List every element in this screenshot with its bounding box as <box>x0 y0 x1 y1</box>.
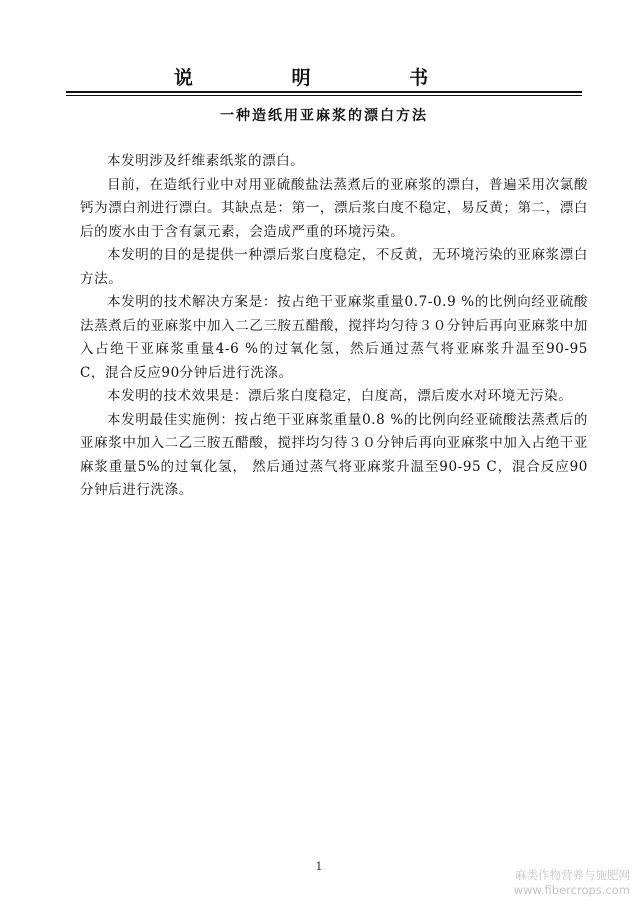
document-body <box>80 150 588 503</box>
site-watermark <box>514 868 630 898</box>
document-title: 一种造纸用亚麻浆的漂白方法 <box>220 108 428 124</box>
header-rule-thin <box>66 95 582 96</box>
paragraph: 目前，在造纸行业中对用亚硫酸盐法蒸煮后的亚麻浆的漂白，普遍采用次氯酸钙为漂白剂进行漂白。其缺点是：第一，漂后浆白度不稳定，易反黄；第二，漂白后的废水由于含有氯元素，会造成严重的环境污染。 <box>80 176 588 240</box>
page-header-title: 说 明 书 <box>173 67 475 89</box>
page-number: 1 <box>315 860 323 873</box>
paragraph: 本发明最佳实施例：按占绝干亚麻浆重量0.8 %的比例向经亚硫酸法蒸煮后的亚麻浆中加入二乙三胺五醋酸，搅拌均匀待３０分钟后再向亚麻浆中加入占绝干亚麻浆重量5%的过氧化氢， 然后通过蒸气将亚麻浆升温至90-95 C，混合反应90分钟后进行洗涤。 <box>80 411 588 498</box>
paragraph: 本发明的目的是提供一种漂后浆白度稳定，不反黄，无环境污染的亚麻浆漂白方法。 <box>80 247 588 287</box>
header-rule-thick <box>66 91 582 93</box>
paragraph: 本发明的技术解决方案是：按占绝干亚麻浆重量0.7-0.9 %的比例向经亚硫酸法蒸煮后的亚麻浆中加入二乙三胺五醋酸，搅拌均匀待３０分钟后再向亚麻浆中加入占绝干亚麻浆重量4-6 %的过氧化氢，然后通过蒸气将亚麻浆升温至90-95 C，混合反应90分钟后进行洗涤。 <box>80 294 588 381</box>
paragraph: 本发明涉及纤维素纸浆的漂白。 <box>107 153 305 169</box>
paragraph: 本发明的技术效果是：漂后浆白度稳定，白度高，漂后废水对环境无污染。 <box>107 388 573 404</box>
watermark-site-name: 麻类作物营养与施肥网 <box>515 868 630 882</box>
watermark-url: www.fibercrops.com <box>513 883 630 897</box>
